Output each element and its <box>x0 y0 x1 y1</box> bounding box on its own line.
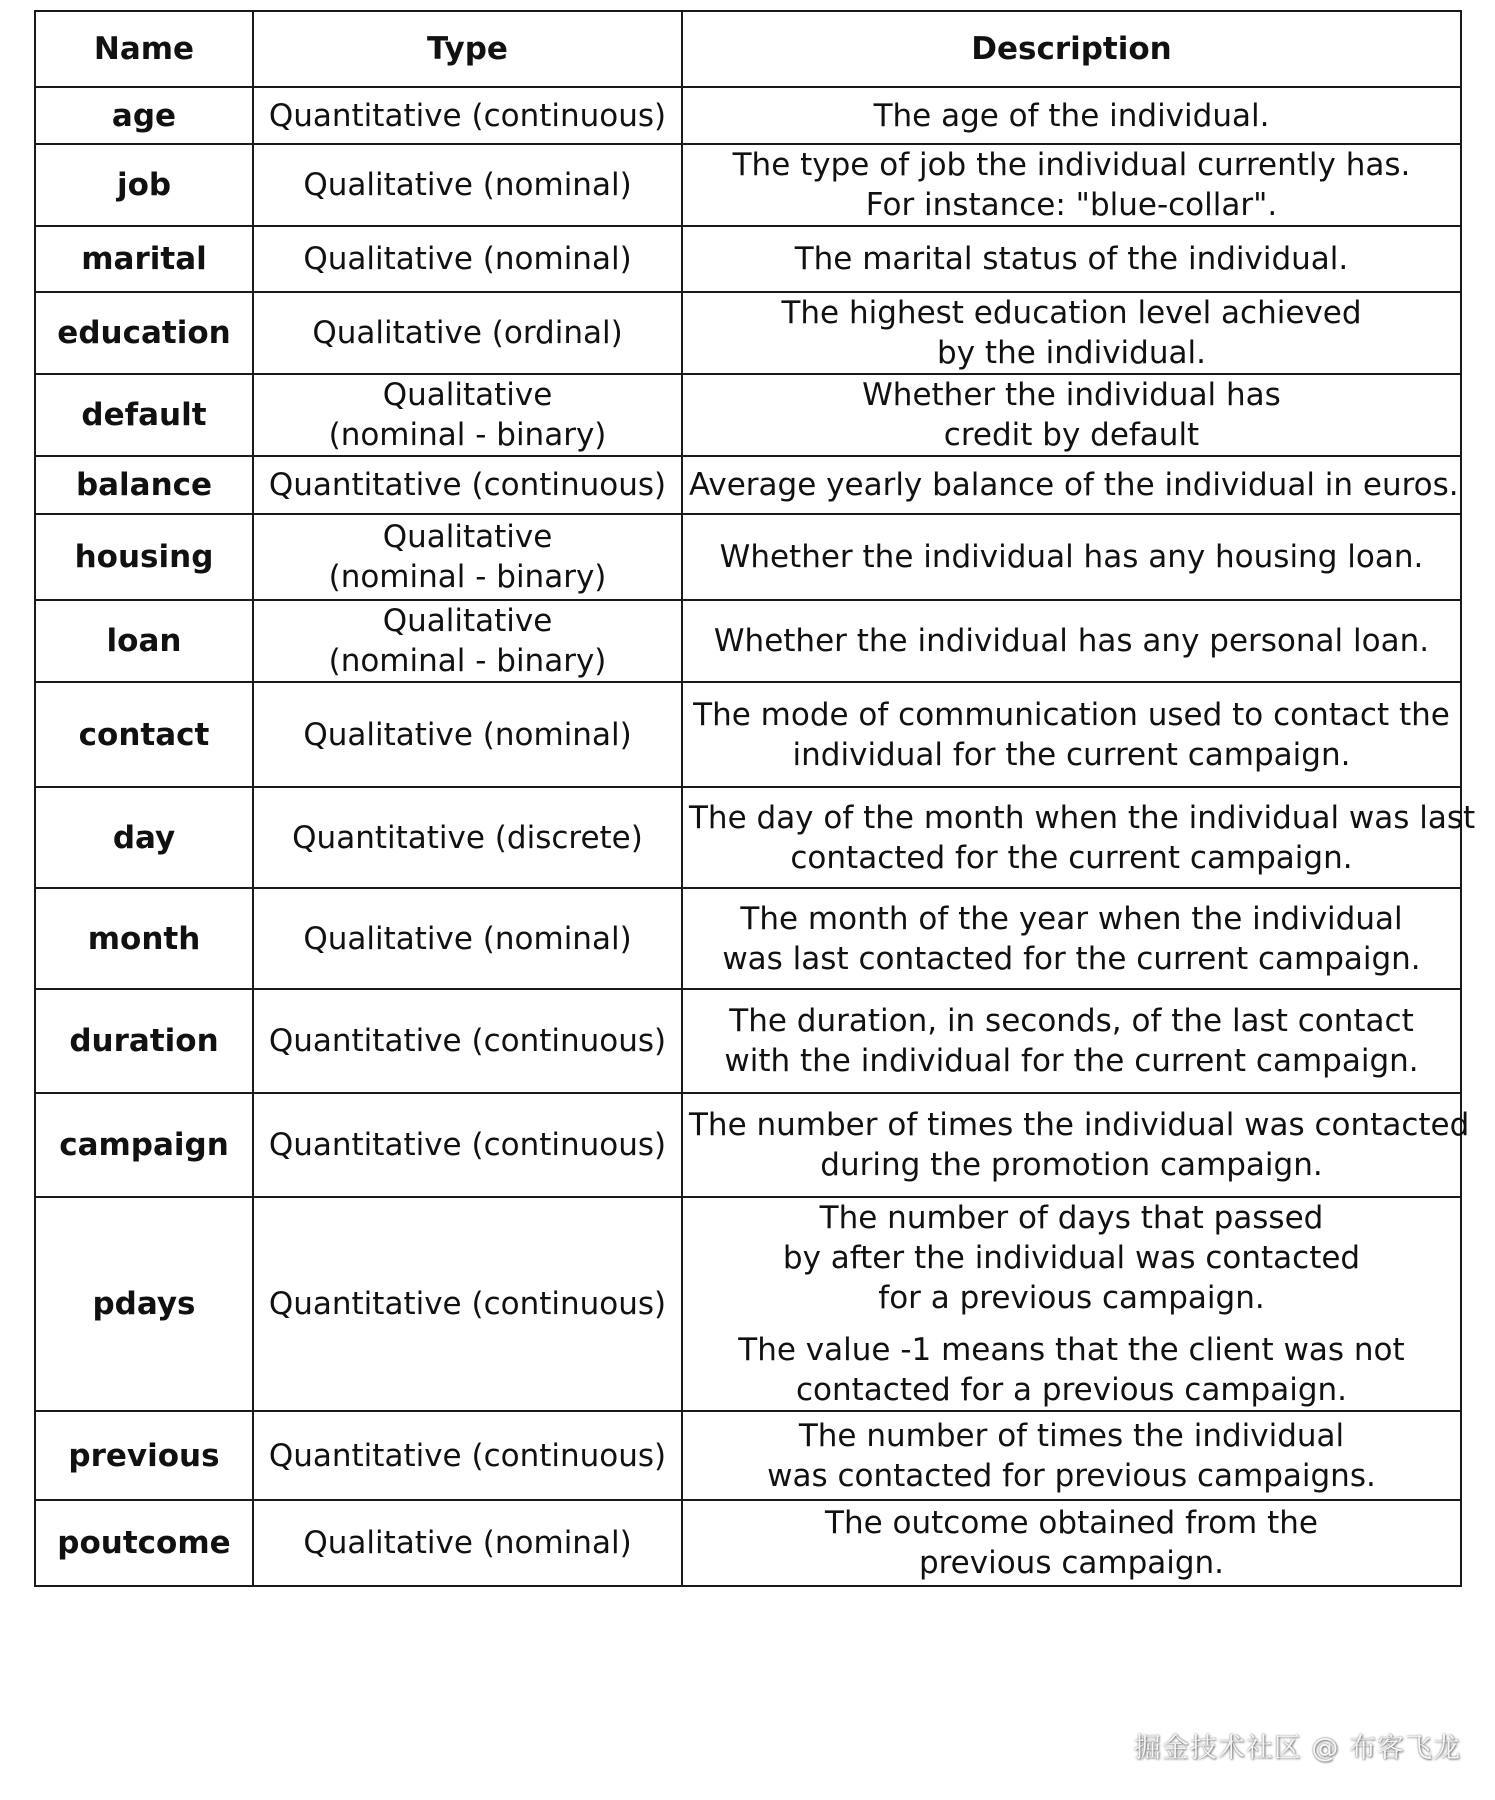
cell-description <box>682 1197 1461 1411</box>
cell-type <box>253 1093 682 1197</box>
header-name: Name <box>35 11 253 87</box>
type-line: (nominal - binary) <box>328 643 607 679</box>
description-paragraph <box>689 1503 1454 1583</box>
cell-type <box>253 292 682 374</box>
cell-name: duration <box>35 989 253 1093</box>
type-line: (nominal - binary) <box>328 559 607 595</box>
description-paragraph <box>689 899 1454 979</box>
description-line: The outcome obtained from the <box>825 1505 1318 1541</box>
cell-description <box>682 292 1461 374</box>
table-row <box>35 1411 1461 1500</box>
description-line: The value -1 means that the client was not <box>738 1332 1405 1368</box>
description-paragraph <box>689 465 1459 505</box>
type-line: Qualitative (nominal) <box>303 167 632 203</box>
cell-description <box>682 600 1461 682</box>
cell-type <box>253 144 682 226</box>
description-line: contacted for the current campaign. <box>790 839 1353 876</box>
cell-description <box>682 144 1461 226</box>
cell-name: balance <box>35 456 253 514</box>
description-line: previous campaign. <box>918 1545 1225 1581</box>
description-paragraph <box>689 96 1454 136</box>
description-paragraph <box>689 695 1454 775</box>
table-row <box>35 292 1461 374</box>
description-line: during the promotion campaign. <box>820 1147 1323 1183</box>
watermark: 掘金技术社区 @ 布客飞龙 <box>1133 1733 1461 1764</box>
description-paragraph <box>689 145 1454 225</box>
description-line: was contacted for previous campaigns. <box>767 1457 1376 1494</box>
cell-description <box>682 226 1461 292</box>
cell-type <box>253 888 682 989</box>
description-line: The marital status of the individual. <box>794 241 1349 277</box>
table-row <box>35 600 1461 682</box>
description-line: contacted for a previous campaign. <box>795 1372 1348 1408</box>
table-row <box>35 787 1461 888</box>
type-line: Quantitative (continuous) <box>268 467 667 503</box>
description-line: The number of days that passed <box>819 1200 1324 1236</box>
description-line: with the individual for the current campaign. <box>724 1043 1419 1079</box>
description-line: The number of times the individual <box>798 1417 1345 1454</box>
cell-type <box>253 787 682 888</box>
table-row <box>35 682 1461 787</box>
description-line: by the individual. <box>937 335 1206 371</box>
description-line: was last contacted for the current campaign. <box>722 940 1421 977</box>
cell-name: age <box>35 87 253 144</box>
description-line: for a previous campaign. <box>878 1280 1265 1316</box>
cell-name: previous <box>35 1411 253 1500</box>
cell-type <box>253 456 682 514</box>
cell-type <box>253 600 682 682</box>
description-paragraph <box>689 798 1476 878</box>
cell-type <box>253 989 682 1093</box>
cell-name: job <box>35 144 253 226</box>
cell-description <box>682 787 1476 888</box>
description-line: For instance: "blue-collar". <box>865 187 1278 223</box>
table-row <box>35 1093 1461 1197</box>
description-paragraph <box>689 537 1454 577</box>
cell-description <box>682 1411 1461 1500</box>
description-line: credit by default <box>943 417 1200 453</box>
description-line: The age of the individual. <box>873 97 1270 134</box>
cell-type <box>253 1411 682 1500</box>
cell-description <box>682 989 1461 1093</box>
cell-name: contact <box>35 682 253 787</box>
description-paragraph <box>689 375 1454 455</box>
description-paragraph <box>689 1198 1454 1318</box>
cell-name: poutcome <box>35 1500 253 1586</box>
cell-name: loan <box>35 600 253 682</box>
variables-table-container <box>34 10 1476 1587</box>
type-line: Qualitative (nominal) <box>303 716 632 753</box>
description-paragraph <box>689 1330 1454 1410</box>
table-row <box>35 226 1461 292</box>
description-line: The duration, in seconds, of the last contact <box>729 1003 1414 1039</box>
cell-description <box>682 456 1461 514</box>
type-line: Qualitative <box>382 603 553 639</box>
cell-type <box>253 514 682 600</box>
type-line: Quantitative (continuous) <box>268 97 667 134</box>
type-line: (nominal - binary) <box>328 417 607 453</box>
cell-name: default <box>35 374 253 456</box>
table-row <box>35 456 1461 514</box>
type-line: Quantitative (continuous) <box>268 1023 667 1059</box>
description-line: The mode of communication used to contact the <box>693 696 1450 733</box>
table-row <box>35 144 1461 226</box>
cell-type <box>253 87 682 144</box>
table-row <box>35 1500 1461 1586</box>
type-line: Quantitative (continuous) <box>268 1127 667 1163</box>
table-row <box>35 989 1461 1093</box>
table-body <box>35 87 1476 1586</box>
cell-name: marital <box>35 226 253 292</box>
description-line: The month of the year when the individual <box>740 900 1403 937</box>
cell-description <box>682 682 1461 787</box>
cell-type <box>253 1197 682 1411</box>
cell-type <box>253 374 682 456</box>
cell-description <box>682 374 1461 456</box>
cell-name: month <box>35 888 253 989</box>
description-line: The day of the month when the individual was last <box>689 799 1476 836</box>
cell-type <box>253 682 682 787</box>
description-paragraph <box>689 293 1454 373</box>
cell-name: pdays <box>35 1197 253 1411</box>
description-paragraph <box>689 1001 1454 1081</box>
table-row <box>35 514 1461 600</box>
type-line: Qualitative (nominal) <box>303 920 632 957</box>
type-line: Qualitative <box>382 377 553 413</box>
type-line: Qualitative <box>382 519 553 555</box>
description-line: individual for the current campaign. <box>792 736 1351 773</box>
cell-description <box>682 87 1461 144</box>
cell-type <box>253 226 682 292</box>
table-row <box>35 1197 1461 1411</box>
table-row <box>35 87 1461 144</box>
cell-description <box>682 514 1461 600</box>
cell-description <box>682 1500 1461 1586</box>
header-type: Type <box>253 11 682 87</box>
description-line: Whether the individual has any personal loan. <box>713 623 1430 659</box>
type-line: Qualitative (nominal) <box>303 241 632 277</box>
cell-description <box>682 888 1461 989</box>
type-line: Quantitative (discrete) <box>292 819 643 856</box>
type-line: Qualitative (ordinal) <box>312 315 623 351</box>
type-line: Quantitative (continuous) <box>268 1437 667 1474</box>
variables-table <box>34 10 1476 1587</box>
description-line: by after the individual was contacted <box>782 1240 1361 1276</box>
description-paragraph <box>689 1416 1454 1496</box>
description-line: The highest education level achieved <box>781 295 1362 331</box>
cell-type <box>253 1500 682 1586</box>
type-line: Qualitative (nominal) <box>303 1525 632 1561</box>
cell-description <box>682 1093 1470 1197</box>
table-row <box>35 374 1461 456</box>
table-header-row <box>35 11 1461 87</box>
cell-name: campaign <box>35 1093 253 1197</box>
description-line: The number of times the individual was contacted <box>689 1107 1470 1143</box>
description-paragraph <box>689 621 1454 661</box>
table-row <box>35 888 1461 989</box>
cell-name: day <box>35 787 253 888</box>
description-line: Whether the individual has any housing loan. <box>719 539 1424 575</box>
description-line: Whether the individual has <box>862 377 1281 413</box>
type-line: Quantitative (continuous) <box>268 1286 667 1322</box>
description-paragraph <box>689 239 1454 279</box>
description-paragraph <box>689 1105 1470 1185</box>
description-line: Average yearly balance of the individual in euros. <box>689 467 1459 503</box>
description-line: The type of job the individual currently has. <box>732 147 1411 183</box>
header-description: Description <box>682 11 1461 87</box>
cell-name: education <box>35 292 253 374</box>
cell-name: housing <box>35 514 253 600</box>
